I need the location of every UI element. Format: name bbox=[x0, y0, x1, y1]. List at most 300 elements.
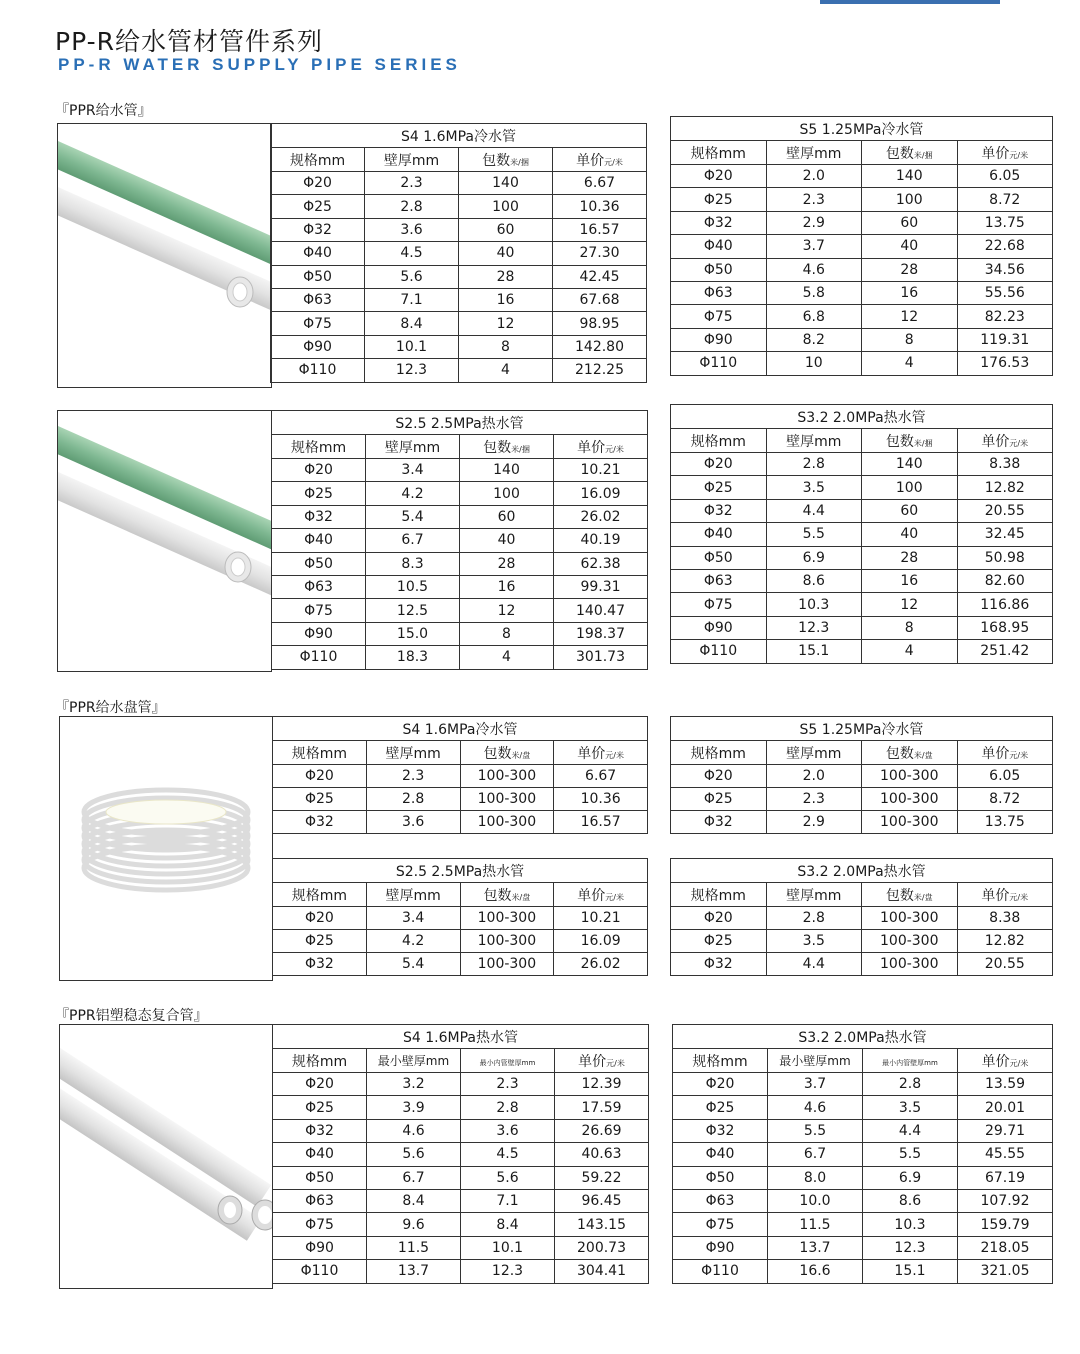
cell-spec: Φ20 bbox=[273, 765, 367, 788]
header-wall-label: 壁厚mm bbox=[383, 152, 440, 169]
table-row bbox=[671, 352, 1053, 375]
cell-pack: 12.3 bbox=[863, 1236, 958, 1259]
table-row bbox=[273, 811, 648, 834]
cell-price: 67.19 bbox=[958, 1166, 1053, 1189]
cell-price: 29.71 bbox=[958, 1119, 1053, 1142]
table-row bbox=[673, 1096, 1053, 1119]
cell-price: 10.36 bbox=[553, 195, 647, 218]
cell-wall: 4.2 bbox=[366, 482, 460, 505]
cell-spec: Φ25 bbox=[671, 476, 767, 499]
cell-pack: 5.5 bbox=[863, 1143, 958, 1166]
cell-spec: Φ110 bbox=[271, 359, 365, 382]
header-price-label: 单价 bbox=[577, 745, 606, 762]
header-spec bbox=[671, 429, 767, 453]
header-price-unit: 元/米 bbox=[1009, 892, 1029, 902]
header-wall bbox=[766, 429, 862, 453]
cell-price: 12.82 bbox=[957, 930, 1053, 953]
cell-spec: Φ32 bbox=[273, 811, 367, 834]
header-price-unit: 元/米 bbox=[605, 892, 624, 902]
cell-pack: 8 bbox=[459, 335, 553, 358]
cell-spec: Φ63 bbox=[272, 575, 366, 598]
table-row bbox=[273, 1189, 649, 1212]
cell-pack: 12.3 bbox=[461, 1260, 555, 1283]
cell-price: 251.42 bbox=[957, 640, 1053, 663]
cell-pack: 10.3 bbox=[863, 1213, 958, 1236]
cell-wall: 8.4 bbox=[365, 312, 459, 335]
cell-price: 42.45 bbox=[553, 265, 647, 288]
table-caption: S2.5 2.5MPa热水管 bbox=[273, 859, 648, 883]
cell-pack: 100-300 bbox=[862, 930, 958, 953]
cell-spec: Φ32 bbox=[271, 218, 365, 241]
cell-pack: 40 bbox=[862, 523, 958, 546]
cell-wall: 3.9 bbox=[367, 1096, 461, 1119]
cell-wall: 10.3 bbox=[766, 593, 862, 616]
table-caption: S5 1.25MPa冷水管 bbox=[671, 717, 1053, 741]
cell-spec: Φ63 bbox=[671, 281, 767, 304]
cell-price: 26.02 bbox=[554, 505, 648, 528]
header-spec bbox=[273, 741, 367, 765]
cell-price: 212.25 bbox=[553, 359, 647, 382]
table-s5-cold-pipe bbox=[670, 116, 1053, 376]
cell-pack: 100-300 bbox=[862, 788, 958, 811]
table-row bbox=[671, 953, 1053, 976]
cell-price: 20.55 bbox=[957, 499, 1053, 522]
table-row bbox=[671, 235, 1053, 258]
cell-price: 16.09 bbox=[554, 482, 648, 505]
header-price-unit: 元/米 bbox=[606, 1058, 625, 1068]
cell-wall: 2.0 bbox=[766, 765, 862, 788]
cell-price: 13.59 bbox=[958, 1073, 1053, 1096]
cell-pack: 100-300 bbox=[460, 953, 554, 976]
header-price bbox=[554, 435, 648, 459]
cell-pack: 28 bbox=[862, 546, 958, 569]
cell-pack: 100 bbox=[459, 195, 553, 218]
header-price bbox=[957, 883, 1053, 907]
header-pack-unit: 米/捆 bbox=[510, 157, 529, 167]
cell-wall: 3.2 bbox=[367, 1073, 461, 1096]
cell-price: 82.23 bbox=[957, 305, 1053, 328]
table-row bbox=[671, 499, 1053, 522]
header-pack-unit: 米/盘 bbox=[913, 892, 933, 902]
table-row bbox=[671, 305, 1053, 328]
table-row bbox=[273, 930, 648, 953]
cell-price: 321.05 bbox=[958, 1260, 1053, 1283]
cell-wall: 4.4 bbox=[766, 499, 862, 522]
cell-wall: 15.1 bbox=[766, 640, 862, 663]
cell-pack: 100 bbox=[460, 482, 554, 505]
header-price-label: 单价 bbox=[577, 887, 606, 904]
cell-spec: Φ75 bbox=[671, 593, 767, 616]
cell-pack: 2.8 bbox=[461, 1096, 555, 1119]
cell-price: 10.21 bbox=[554, 459, 648, 482]
cell-price: 82.60 bbox=[957, 569, 1053, 592]
header-pack-unit: 米/捆 bbox=[913, 438, 933, 448]
cell-wall: 2.3 bbox=[766, 188, 862, 211]
cell-spec: Φ40 bbox=[671, 235, 767, 258]
table-row bbox=[673, 1166, 1053, 1189]
cell-spec: Φ32 bbox=[273, 1119, 367, 1142]
header-pack-unit: 米/盘 bbox=[913, 750, 933, 760]
header-min-inner-label: 最小内管壁厚mm bbox=[882, 1058, 938, 1067]
header-pack bbox=[460, 883, 554, 907]
cell-wall: 9.6 bbox=[367, 1213, 461, 1236]
header-min-wall bbox=[768, 1049, 863, 1073]
cell-spec: Φ90 bbox=[272, 622, 366, 645]
cell-price: 22.68 bbox=[957, 235, 1053, 258]
header-price bbox=[957, 741, 1053, 765]
header-wall-label: 壁厚mm bbox=[385, 745, 441, 762]
header-price-label: 单价 bbox=[578, 1053, 607, 1070]
header-spec-label: 规格mm bbox=[291, 887, 348, 904]
cell-spec: Φ40 bbox=[273, 1143, 367, 1166]
cell-spec: Φ20 bbox=[272, 459, 366, 482]
header-wall-label: 壁厚mm bbox=[385, 887, 441, 904]
table-row bbox=[271, 312, 647, 335]
cell-pack: 100 bbox=[862, 476, 958, 499]
cell-price: 26.69 bbox=[555, 1119, 649, 1142]
cell-wall: 2.9 bbox=[766, 811, 862, 834]
cell-spec: Φ25 bbox=[671, 930, 767, 953]
header-spec-label: 规格mm bbox=[291, 745, 348, 762]
cell-pack: 16 bbox=[862, 569, 958, 592]
cell-wall: 6.7 bbox=[366, 529, 460, 552]
header-wall-label: 壁厚mm bbox=[786, 887, 842, 904]
cell-wall: 18.3 bbox=[366, 646, 460, 669]
table-coil-s25-hot bbox=[272, 858, 648, 976]
header-min-inner bbox=[863, 1049, 958, 1073]
cell-spec: Φ110 bbox=[671, 352, 767, 375]
table-row bbox=[671, 476, 1053, 499]
header-price-unit: 元/米 bbox=[1009, 1058, 1029, 1068]
table-caption: S4 1.6MPa冷水管 bbox=[273, 717, 648, 741]
header-spec bbox=[671, 141, 767, 165]
header-pack bbox=[460, 435, 554, 459]
cell-pack: 4 bbox=[459, 359, 553, 382]
table-row bbox=[671, 640, 1053, 663]
cell-spec: Φ40 bbox=[671, 523, 767, 546]
header-spec bbox=[272, 435, 366, 459]
table-row bbox=[673, 1260, 1053, 1283]
header-price bbox=[958, 1049, 1053, 1073]
table-coil-s4-cold bbox=[272, 716, 648, 834]
cell-price: 6.05 bbox=[957, 765, 1053, 788]
header-spec-label: 规格mm bbox=[290, 439, 347, 456]
table-row bbox=[673, 1119, 1053, 1142]
header-pack-unit: 米/盘 bbox=[511, 750, 531, 760]
cell-wall: 5.4 bbox=[366, 505, 460, 528]
cell-wall: 2.8 bbox=[366, 788, 460, 811]
cell-spec: Φ90 bbox=[273, 1236, 367, 1259]
header-pack-label: 包数 bbox=[885, 887, 914, 904]
header-price bbox=[957, 141, 1053, 165]
table-row bbox=[671, 546, 1053, 569]
cell-spec: Φ25 bbox=[271, 195, 365, 218]
cell-price: 16.09 bbox=[554, 930, 648, 953]
cell-wall: 5.5 bbox=[766, 523, 862, 546]
header-wall bbox=[766, 141, 862, 165]
header-spec-label: 规格mm bbox=[692, 1053, 748, 1070]
cell-spec: Φ90 bbox=[671, 616, 767, 639]
section-label-ppr-coil: 『PPR给水盘管』 bbox=[55, 700, 166, 716]
cell-pack: 5.6 bbox=[461, 1166, 555, 1189]
table-coil-s5-cold bbox=[670, 716, 1053, 834]
header-wall bbox=[366, 741, 460, 765]
cell-price: 16.57 bbox=[554, 811, 648, 834]
cell-pack: 4 bbox=[460, 646, 554, 669]
cell-price: 13.75 bbox=[957, 811, 1053, 834]
cell-spec: Φ25 bbox=[671, 188, 767, 211]
cell-price: 143.15 bbox=[555, 1213, 649, 1236]
table-row bbox=[671, 765, 1053, 788]
cell-spec: Φ20 bbox=[273, 907, 367, 930]
cell-pack: 8 bbox=[862, 616, 958, 639]
cell-wall: 6.7 bbox=[768, 1143, 863, 1166]
cell-wall: 8.6 bbox=[766, 569, 862, 592]
cell-pack: 3.6 bbox=[461, 1119, 555, 1142]
cell-pack: 60 bbox=[862, 499, 958, 522]
table-row bbox=[671, 930, 1053, 953]
header-spec bbox=[673, 1049, 768, 1073]
cell-pack: 12 bbox=[460, 599, 554, 622]
table-s32-hot-pipe bbox=[670, 404, 1053, 664]
table-row bbox=[272, 459, 648, 482]
cell-pack: 100-300 bbox=[460, 788, 554, 811]
cell-pack: 28 bbox=[862, 258, 958, 281]
cell-price: 119.31 bbox=[957, 328, 1053, 351]
header-min-inner bbox=[461, 1049, 555, 1073]
cell-price: 301.73 bbox=[554, 646, 648, 669]
table-caption: S5 1.25MPa冷水管 bbox=[671, 117, 1053, 141]
cell-wall: 6.7 bbox=[367, 1166, 461, 1189]
header-price-label: 单价 bbox=[577, 439, 606, 456]
table-row bbox=[273, 1096, 649, 1119]
cell-spec: Φ50 bbox=[671, 546, 767, 569]
table-row bbox=[273, 1073, 649, 1096]
ppr-pipe-photo-2 bbox=[57, 410, 272, 672]
cell-price: 140.47 bbox=[554, 599, 648, 622]
cell-wall: 6.9 bbox=[766, 546, 862, 569]
table-row bbox=[671, 788, 1053, 811]
table-row bbox=[273, 1213, 649, 1236]
cell-wall: 5.5 bbox=[768, 1119, 863, 1142]
table-row bbox=[273, 788, 648, 811]
cell-spec: Φ32 bbox=[671, 499, 767, 522]
cell-price: 6.05 bbox=[957, 165, 1053, 188]
cell-wall: 8.0 bbox=[768, 1166, 863, 1189]
cell-pack: 2.3 bbox=[461, 1073, 555, 1096]
cell-wall: 3.5 bbox=[766, 476, 862, 499]
cell-pack: 6.9 bbox=[863, 1166, 958, 1189]
table-row bbox=[671, 165, 1053, 188]
cell-wall: 3.5 bbox=[766, 930, 862, 953]
cell-wall: 5.4 bbox=[366, 953, 460, 976]
cell-price: 13.75 bbox=[957, 211, 1053, 234]
cell-wall: 4.6 bbox=[768, 1096, 863, 1119]
cell-pack: 100-300 bbox=[862, 907, 958, 930]
cell-pack: 60 bbox=[862, 211, 958, 234]
header-spec bbox=[671, 883, 767, 907]
cell-pack: 140 bbox=[862, 165, 958, 188]
table-row bbox=[271, 172, 647, 195]
table-row bbox=[671, 258, 1053, 281]
section-label-ppr-composite: 『PPR铝塑稳态复合管』 bbox=[55, 1008, 208, 1024]
cell-price: 10.21 bbox=[554, 907, 648, 930]
header-min-wall bbox=[367, 1049, 461, 1073]
table-row bbox=[271, 265, 647, 288]
header-pack-unit: 米/盘 bbox=[511, 892, 531, 902]
header-pack-label: 包数 bbox=[483, 887, 512, 904]
cell-wall: 8.3 bbox=[366, 552, 460, 575]
cell-wall: 11.5 bbox=[768, 1213, 863, 1236]
table-composite-s4-hot bbox=[272, 1024, 649, 1284]
cell-pack: 28 bbox=[460, 552, 554, 575]
table-row bbox=[671, 188, 1053, 211]
cell-spec: Φ20 bbox=[271, 172, 365, 195]
header-price-label: 单价 bbox=[981, 887, 1010, 904]
header-spec-label: 规格mm bbox=[690, 145, 746, 162]
cell-pack: 40 bbox=[459, 242, 553, 265]
header-price-unit: 元/米 bbox=[605, 750, 624, 760]
header-spec-label: 规格mm bbox=[690, 745, 746, 762]
top-accent-bar bbox=[820, 0, 1000, 4]
cell-pack: 4 bbox=[862, 640, 958, 663]
cell-spec: Φ40 bbox=[272, 529, 366, 552]
cell-pack: 12 bbox=[862, 593, 958, 616]
cell-pack: 100-300 bbox=[862, 953, 958, 976]
table-row bbox=[271, 359, 647, 382]
header-wall-label: 壁厚mm bbox=[384, 439, 441, 456]
cell-wall: 12.5 bbox=[366, 599, 460, 622]
table-row bbox=[273, 1166, 649, 1189]
cell-wall: 12.3 bbox=[766, 616, 862, 639]
header-price-label: 单价 bbox=[981, 433, 1010, 450]
cell-price: 10.36 bbox=[554, 788, 648, 811]
cell-spec: Φ63 bbox=[673, 1189, 768, 1212]
cell-pack: 28 bbox=[459, 265, 553, 288]
cell-price: 12.39 bbox=[555, 1073, 649, 1096]
cell-price: 34.56 bbox=[957, 258, 1053, 281]
header-price bbox=[553, 148, 647, 172]
cell-spec: Φ63 bbox=[271, 288, 365, 311]
table-row bbox=[273, 907, 648, 930]
table-row bbox=[271, 195, 647, 218]
header-pack bbox=[862, 429, 958, 453]
table-s4-cold-pipe bbox=[270, 123, 647, 383]
table-composite-s32-hot bbox=[672, 1024, 1053, 1284]
table-row bbox=[673, 1189, 1053, 1212]
cell-spec: Φ25 bbox=[273, 1096, 367, 1119]
cell-pack: 7.1 bbox=[461, 1189, 555, 1212]
cell-wall: 7.1 bbox=[365, 288, 459, 311]
header-spec bbox=[273, 1049, 367, 1073]
cell-pack: 16 bbox=[862, 281, 958, 304]
table-row bbox=[272, 622, 648, 645]
cell-price: 8.72 bbox=[957, 788, 1053, 811]
cell-spec: Φ75 bbox=[272, 599, 366, 622]
table-row bbox=[673, 1236, 1053, 1259]
cell-spec: Φ90 bbox=[673, 1236, 768, 1259]
header-price-unit: 元/米 bbox=[1009, 750, 1029, 760]
cell-wall: 8.4 bbox=[367, 1189, 461, 1212]
table-row bbox=[671, 328, 1053, 351]
cell-price: 98.95 bbox=[553, 312, 647, 335]
header-wall bbox=[366, 435, 460, 459]
header-wall bbox=[365, 148, 459, 172]
cell-pack: 15.1 bbox=[863, 1260, 958, 1283]
cell-wall: 10.0 bbox=[768, 1189, 863, 1212]
table-row bbox=[271, 218, 647, 241]
cell-spec: Φ50 bbox=[272, 552, 366, 575]
table-row bbox=[273, 1236, 649, 1259]
header-pack bbox=[862, 141, 958, 165]
cell-spec: Φ50 bbox=[673, 1166, 768, 1189]
header-price-label: 单价 bbox=[981, 1053, 1010, 1070]
table-caption: S3.2 2.0MPa热水管 bbox=[671, 859, 1053, 883]
cell-price: 116.86 bbox=[957, 593, 1053, 616]
cell-pack: 4 bbox=[862, 352, 958, 375]
header-pack-label: 包数 bbox=[483, 439, 512, 456]
cell-price: 198.37 bbox=[554, 622, 648, 645]
cell-spec: Φ20 bbox=[273, 1073, 367, 1096]
cell-wall: 2.9 bbox=[766, 211, 862, 234]
header-spec bbox=[671, 741, 767, 765]
table-row bbox=[671, 523, 1053, 546]
cell-price: 168.95 bbox=[957, 616, 1053, 639]
cell-pack: 16 bbox=[460, 575, 554, 598]
cell-spec: Φ20 bbox=[671, 765, 767, 788]
table-row bbox=[673, 1073, 1053, 1096]
cell-price: 12.82 bbox=[957, 476, 1053, 499]
cell-spec: Φ32 bbox=[671, 811, 767, 834]
cell-pack: 16 bbox=[459, 288, 553, 311]
cell-pack: 40 bbox=[862, 235, 958, 258]
cell-price: 26.02 bbox=[554, 953, 648, 976]
cell-price: 67.68 bbox=[553, 288, 647, 311]
cell-price: 159.79 bbox=[958, 1213, 1053, 1236]
cell-wall: 10.1 bbox=[365, 335, 459, 358]
cell-wall: 3.4 bbox=[366, 907, 460, 930]
header-min-inner-label: 最小内管壁厚mm bbox=[479, 1058, 536, 1067]
table-row bbox=[272, 529, 648, 552]
table-row bbox=[273, 765, 648, 788]
cell-wall: 3.7 bbox=[766, 235, 862, 258]
table-coil-s32-hot bbox=[670, 858, 1053, 976]
ppr-coil-photo bbox=[59, 716, 273, 981]
header-pack-unit: 米/捆 bbox=[913, 150, 933, 160]
cell-wall: 4.5 bbox=[365, 242, 459, 265]
table-caption: S3.2 2.0MPa热水管 bbox=[673, 1025, 1053, 1049]
cell-price: 27.30 bbox=[553, 242, 647, 265]
cell-spec: Φ20 bbox=[671, 165, 767, 188]
header-spec bbox=[273, 883, 367, 907]
header-price-unit: 元/米 bbox=[1009, 150, 1029, 160]
cell-wall: 16.6 bbox=[768, 1260, 863, 1283]
cell-wall: 5.6 bbox=[365, 265, 459, 288]
header-price-unit: 元/米 bbox=[1009, 438, 1029, 448]
section-label-ppr-pipe: 『PPR给水管』 bbox=[55, 103, 152, 119]
header-pack bbox=[862, 883, 958, 907]
cell-spec: Φ25 bbox=[671, 788, 767, 811]
cell-spec: Φ40 bbox=[673, 1143, 768, 1166]
page-subtitle: PP-R WATER SUPPLY PIPE SERIES bbox=[58, 55, 461, 74]
header-pack-label: 包数 bbox=[885, 433, 914, 450]
cell-wall: 3.4 bbox=[366, 459, 460, 482]
cell-spec: Φ25 bbox=[673, 1096, 768, 1119]
cell-wall: 5.8 bbox=[766, 281, 862, 304]
cell-price: 32.45 bbox=[957, 523, 1053, 546]
cell-spec: Φ90 bbox=[671, 328, 767, 351]
cell-spec: Φ20 bbox=[671, 907, 767, 930]
